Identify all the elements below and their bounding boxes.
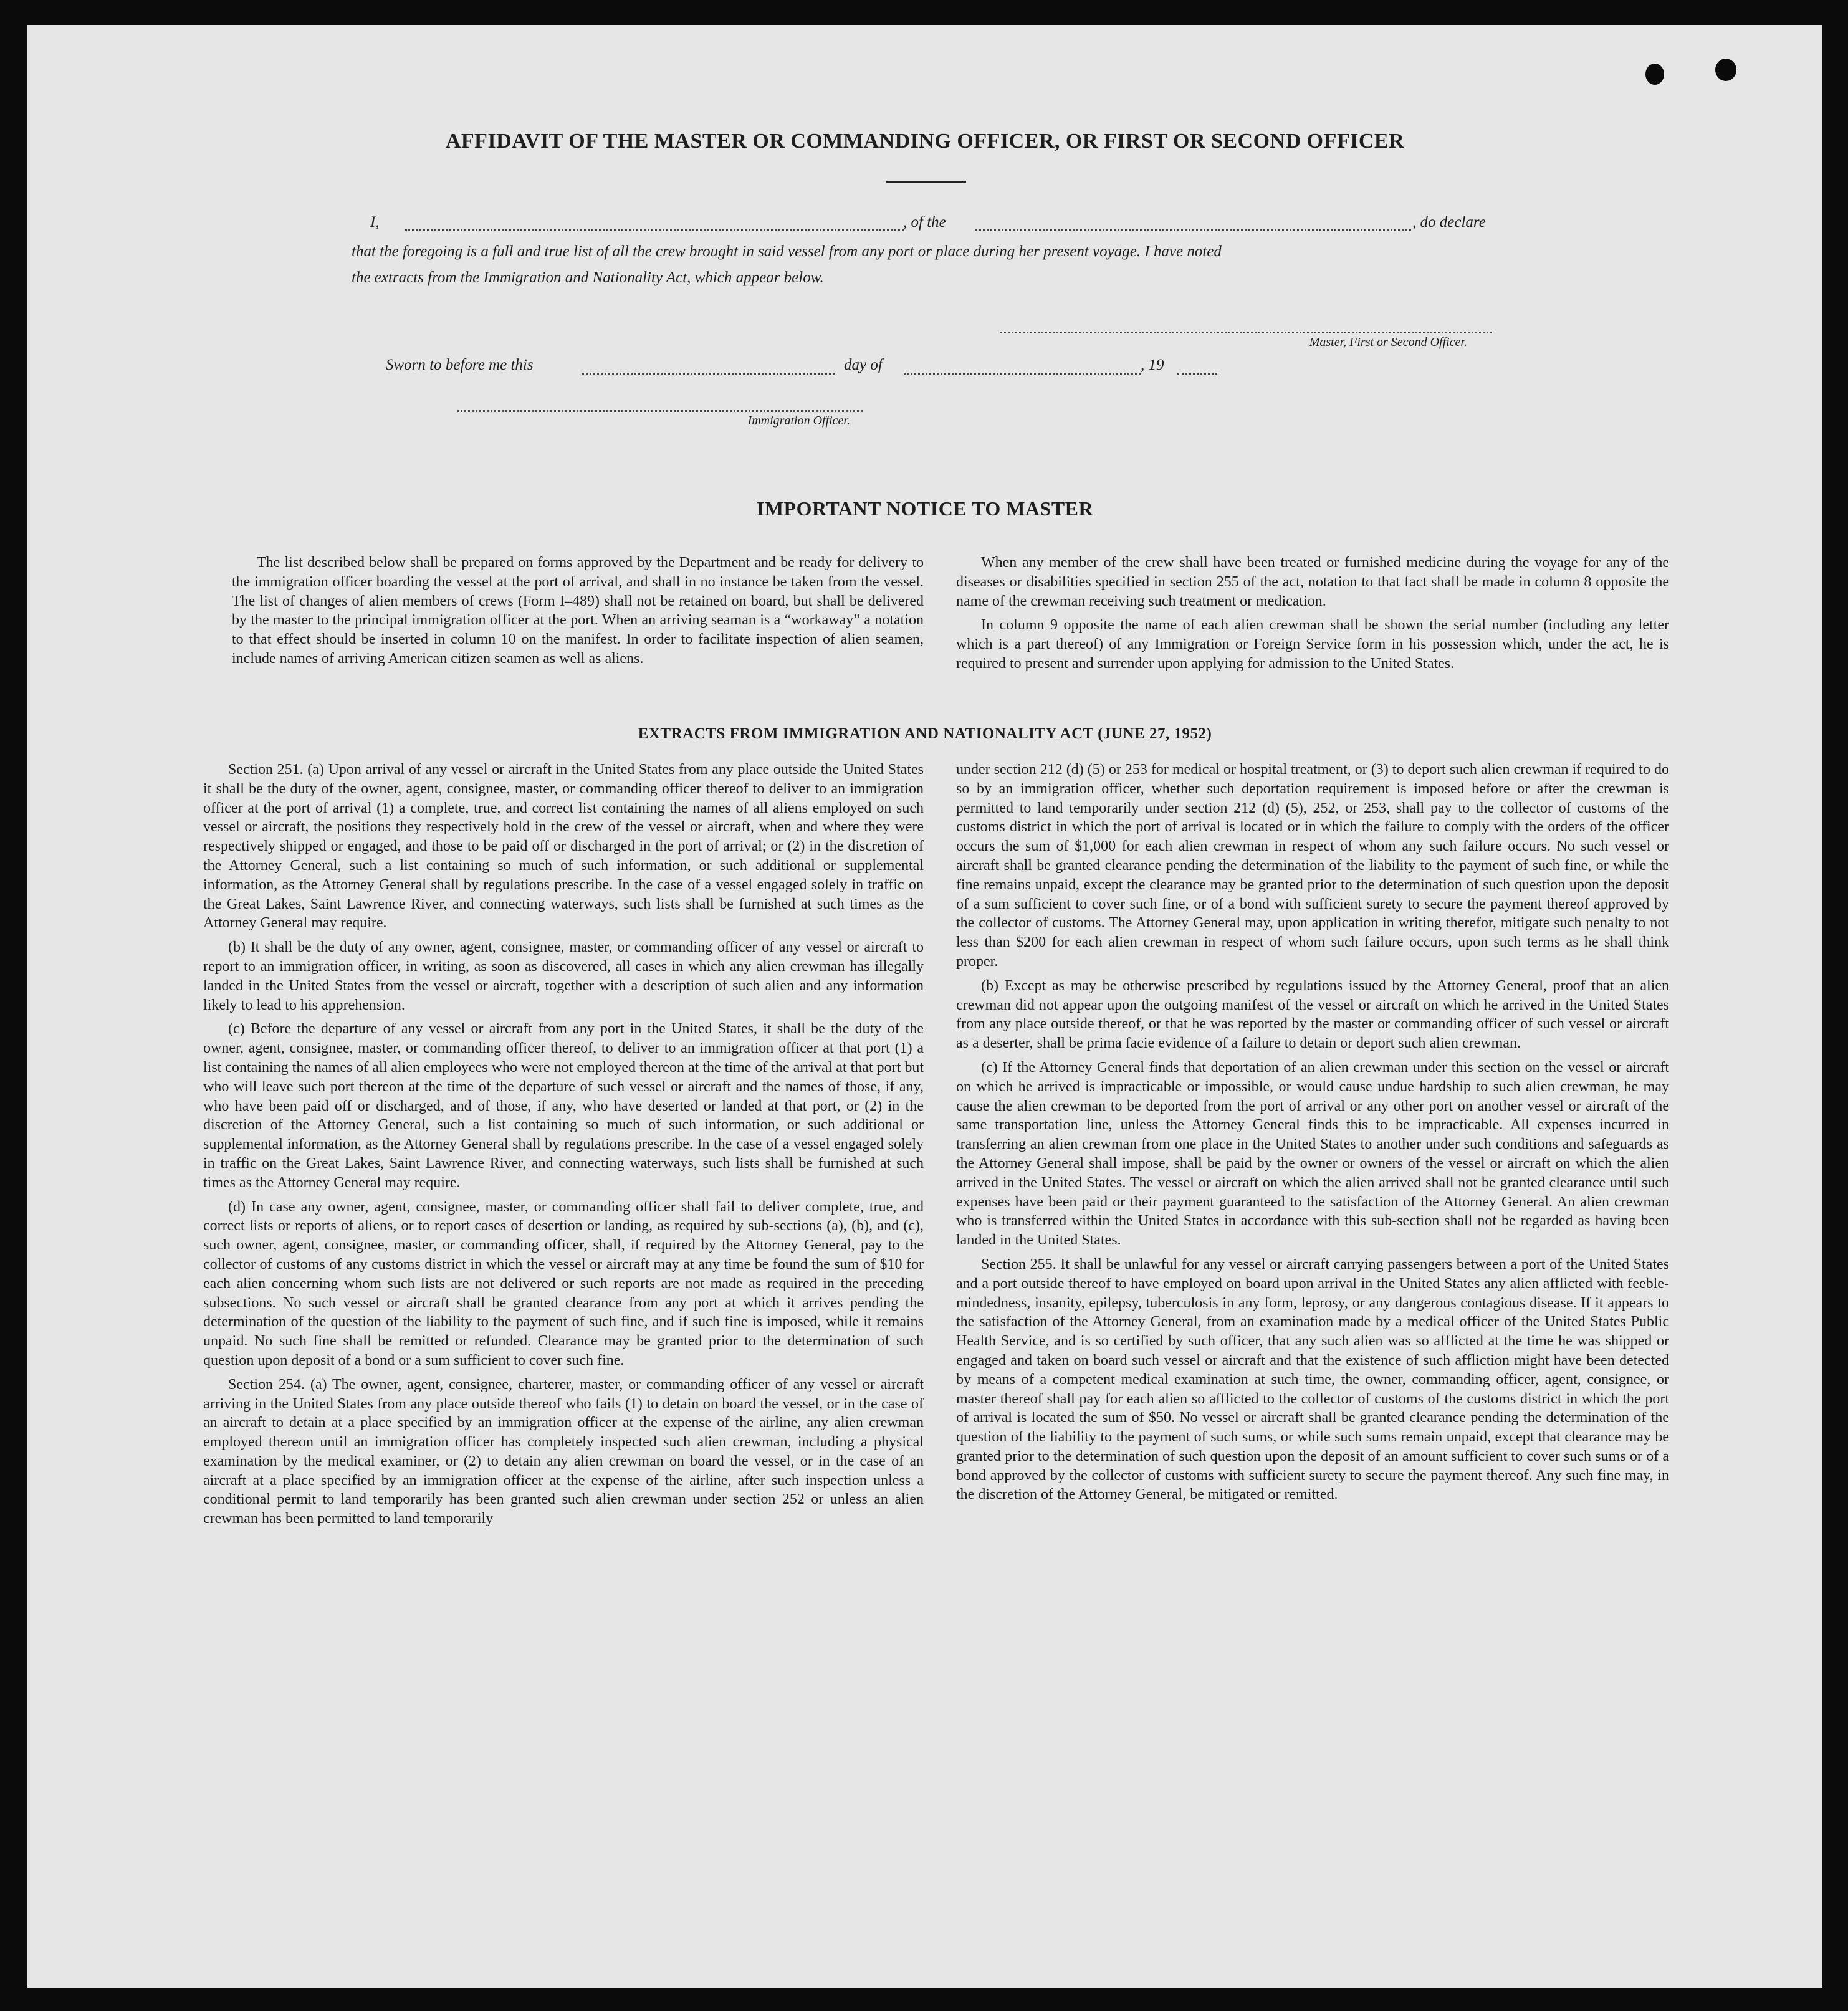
immigration-officer-signature-field[interactable] — [457, 410, 863, 412]
declaration-body-line1: that the foregoing is a full and true list of all the crew brought in said vessel from any port or place during her present voyage. I have noted — [352, 243, 1222, 260]
notice-title: IMPORTANT NOTICE TO MASTER — [756, 497, 1094, 520]
notice-left-paragraph: The list described below shall be prepared on forms approved by the Department and be ready for delivery to the immigration officer boarding the vessel at the port of arrival, and shall in no instance be taken from the vessel. The list of changes of alien members of crews (Form I–489) shall not be retained on board, but shall be delivered by the master to the principal immigration officer at the port. When an arriving seaman is a “workaway” a notation to that effect should be inserted in column 10 on the manifest. In order to facilitate inspection of alien seamen, include names of arriving American citizen seamen as well as aliens. — [232, 555, 924, 667]
section-254-a: Section 254. (a) The owner, agent, consignee, charterer, master, or commanding officer of any vessel or aircraft arriving in the United States from any place outside thereof who fails (1) to detain on board the vessel, or in the case of an aircraft to detain at a place specified by an immigration officer at the expense of the airline, any alien crewman employed thereon until an immigration officer has completely inspected such alien crewman, including a physical examination by the medical examiner, or (2) to detain any alien crewman on board the vessel, or in the case of an aircraft at a place specified by an immigration officer at the expense of the airline, after such inspection unless a conditional permit to land temporarily has been granted such alien crewman under section 252 or unless an alien crewman has been permitted to land temporarily — [203, 1376, 924, 1527]
notice-left-column — [232, 553, 924, 674]
section-251-c: (c) Before the departure of any vessel or aircraft from any port in the United States, it shall be the duty of the owner, agent, consignee, master, or commanding officer thereof, to deliver to an immigration officer at that port (1) a list containing the names of all alien employees who were not employed thereon at the time of the arrival at that port but who will leave such port thereon at the time of the departure of such vessel or aircraft and the names of those, if any, who have been paid off or discharged, and of those, if any, who have deserted or landed at that port, or (2) in the discretion of the Attorney General, such a list containing so much of such information, or such additional or supplemental information, as the Attorney General shall by regulations prescribe. In the case of a vessel engaged solely in traffic on the Great Lakes, Saint Lawrence River, and connecting waterways, such lists shall be furnished at such times as the Attorney General may require. — [203, 1021, 924, 1191]
declaration-of-the-label: , of the — [903, 214, 946, 231]
document-page — [27, 25, 1822, 1988]
section-254-c: (c) If the Attorney General finds that deportation of an alien crewman under this section on the vessel or aircraft on which he arrived is impracticable or impossible, or would cause undue hardship to such alien crewman, he may cause the alien crewman to be deported from the port of arrival or any other port on another vessel or aircraft of the same transportation line, unless the Attorney General finds this to be impracticable. All expenses incurred in transferring an alien crewman from one place in the United States to another under such conditions and safeguards as the Attorney General shall impose, shall be paid by the owner or owners of the vessel or aircraft on which the alien arrived in the United States. The vessel or aircraft on which the alien arrived shall not be granted clearance until such expenses have been paid or their payment guaranteed to the satisfaction of the Attorney General. An alien crewman who is transferred within the United States in accordance with this sub-section shall not be regarded as having been landed in the United States. — [956, 1059, 1669, 1249]
punch-hole — [1715, 59, 1736, 81]
extracts-title: EXTRACTS FROM IMMIGRATION AND NATIONALITY ACT (JUNE 27, 1952) — [638, 725, 1212, 742]
title-rule — [886, 181, 966, 183]
declaration-i-label: I, — [370, 214, 380, 231]
section-254-a-continued: under section 212 (d) (5) or 253 for medical or hospital treatment, or (3) to deport such alien crewman if required to do so by an immigration officer, whether such deportation requirement is imposed before or after the crewman is permitted to land temporarily under section 212 (d) (5), 252, or 253, shall pay to the collector of customs of the customs district in which the port of arrival is located or in which the failure to comply with the orders of the officer occurs the sum of $1,000 for each alien crewman in respect of whom any such failure occurs. No such vessel or aircraft shall be granted clearance pending the determination of the liability to the payment of such fine, or while the fine remains unpaid, except the clearance may be granted prior to the determination of such question upon the deposit of a sum sufficient to cover such fine, or of a bond with sufficient surety to secure the payment thereof approved by the collector of customs. The Attorney General may, upon application in writing therefor, mitigate such penalty to not less than $200 for each alien crewman in respect of whom such failure occurs, upon such terms as he shall think proper. — [956, 762, 1669, 970]
immigration-officer-label: Immigration Officer. — [747, 414, 850, 428]
section-251-b: (b) It shall be the duty of any owner, agent, consignee, master, or commanding officer of any vessel or aircraft to report to an immigration officer, in writing, as soon as discovered, all cases in which any alien crewman has illegally landed in the United States from the vessel or aircraft, together with a description of such alien and any information likely to lead to his apprehension. — [203, 939, 924, 1013]
declaration-do-declare-label: , do declare — [1412, 214, 1486, 231]
sworn-month-field[interactable] — [904, 373, 1141, 375]
sworn-day-field[interactable] — [582, 373, 835, 375]
name-field[interactable] — [405, 229, 904, 231]
declaration-body-line2: the extracts from the Immigration and Nationality Act, which appear below. — [352, 269, 824, 286]
notice-right-column — [956, 553, 1669, 679]
section-251-a: Section 251. (a) Upon arrival of any vessel or aircraft in the United States from any place outside the United States it shall be the duty of the owner, agent, consignee, master, or commanding officer thereof to deliver to an immigration officer at the port of arrival (1) a complete, true, and correct list containing the names of all aliens employed on such vessel or aircraft, the positions they respectively hold in the crew of the vessel or aircraft, when and where they were respectively shipped or engaged, and those to be paid off or discharged in the port of arrival; or (2) in the discretion of the Attorney General, such a list containing so much of such information, or such additional or supplemental information, as the Attorney General shall by regulations prescribe. In the case of a vessel engaged solely in traffic on the Great Lakes, Saint Lawrence River, and connecting waterways, such lists shall be furnished at such times as the Attorney General may require. — [203, 762, 924, 932]
master-signature-field[interactable] — [1000, 332, 1492, 333]
affidavit-title: AFFIDAVIT OF THE MASTER OR COMMANDING OFFICER, OR FIRST OR SECOND OFFICER — [445, 130, 1405, 153]
section-251-d: (d) In case any owner, agent, consignee, master, or commanding officer shall fail to deliver complete, true, and correct lists or reports of aliens, or to report cases of desertion or landing, as required by sub-sections (a), (b), and (c), such owner, agent, consignee, master, or commanding officer, shall, if required by the Attorney General, pay to the collector of customs of any customs district in which the vessel or aircraft may at any time be found the sum of $10 for each alien concerning whom such lists are not delivered or such reports are not made as required in the preceding subsections. No such vessel or aircraft shall be granted clearance from any port at which it arrives pending the determination of the question of the liability to the payment of such fine, and if such fine is imposed, while it remains unpaid. No such fine shall be remitted or refunded. Clearance may be granted prior to the determination of such question upon deposit of a bond or a sum sufficient to cover such fine. — [203, 1198, 924, 1369]
year-label: , 19 — [1141, 356, 1164, 373]
sworn-label: Sworn to before me this — [386, 356, 534, 373]
extracts-right-column — [956, 760, 1669, 1509]
notice-right-paragraph-2: In column 9 opposite the name of each alien crewman shall be shown the serial number (including any letter which is a part thereof) of any Immigration or Foreign Service form in his possession which, under the act, he is required to present and surrender upon applying for admission to the United States. — [956, 617, 1669, 672]
section-254-b: (b) Except as may be otherwise prescribed by regulations issued by the Attorney General, proof that an alien crewman did not appear upon the outgoing manifest of the vessel or aircraft on which he arrived in the United States from any place outside thereof, or that he was reported by the master or commanding officer of such vessel or aircraft as a deserter, shall be prima facie evidence of a failure to detain or deport such alien crewman. — [956, 977, 1669, 1052]
punch-hole — [1645, 64, 1664, 85]
notice-right-paragraph-1: When any member of the crew shall have been treated or furnished medicine during the voyage for any of the diseases or disabilities specified in section 255 of the act, notation to that fact shall be made in column 8 opposite the name of the crewman receiving such treatment or medication. — [956, 555, 1669, 609]
day-of-label: day of — [844, 356, 883, 373]
section-255: Section 255. It shall be unlawful for any vessel or aircraft carrying passengers between a port of the United States and a port outside thereof to have employed on board upon arrival in the United States any alien afflicted with feeble-mindedness, insanity, epilepsy, tuberculosis in any form, leprosy, or any dangerous contagious disease. If it appears to the satisfaction of the Attorney General, from an examination made by a medical officer of the United States Public Health Service, and is so certified by such officer, that any such alien was so afflicted at the time he was shipped or engaged and taken on board such vessel or aircraft and that the existence of such affliction might have been detected by means of a competent medical examination at such time, the owner, commanding officer, agent, consignee, or master thereof shall pay for each alien so afflicted to the collector of customs of the customs district in which the port of arrival is located the sum of $50. No vessel or aircraft shall be granted clearance pending the determination of the question of the liability to the payment of such sums, or while such sums remain unpaid, except that clearance may be granted prior to the determination of such question upon the deposit of an amount sufficient to cover such sums or of a bond approved by the collector of customs with sufficient surety to secure the payment thereof. Any such fine may, in the discretion of the Attorney General, be mitigated or remitted. — [956, 1256, 1669, 1503]
master-signature-label: Master, First or Second Officer. — [1309, 335, 1467, 349]
extracts-left-column — [203, 760, 924, 1534]
vessel-field[interactable] — [975, 229, 1411, 231]
sworn-year-field[interactable] — [1177, 373, 1217, 375]
